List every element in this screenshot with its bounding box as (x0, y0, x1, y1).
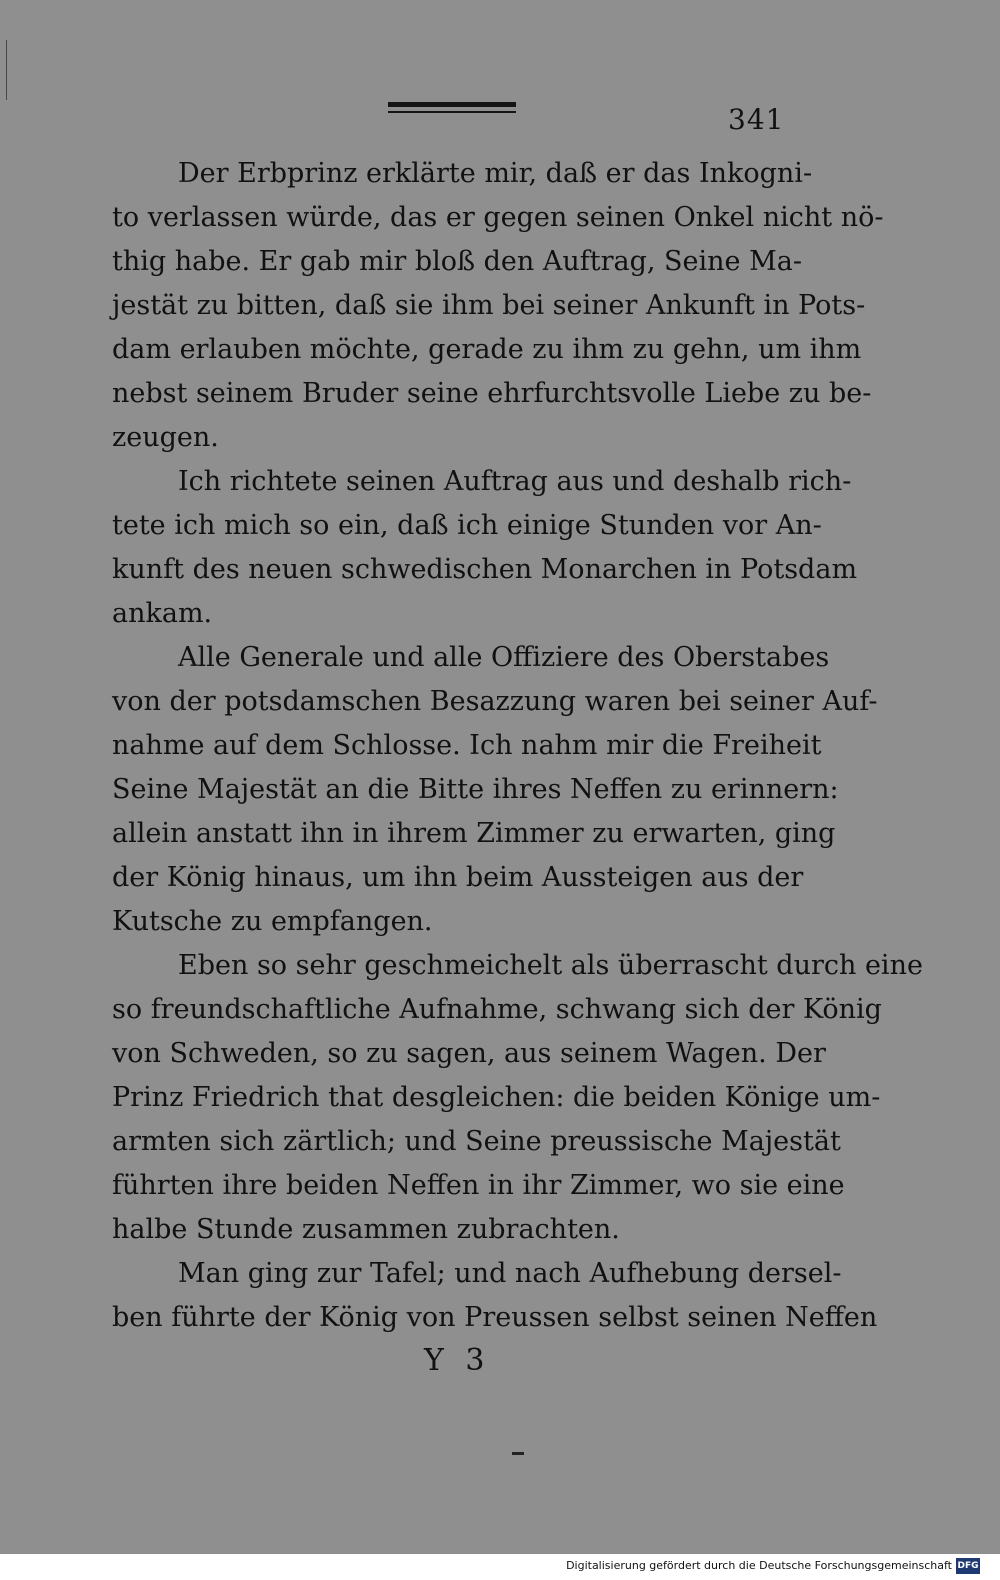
text-line: armten sich zärtlich; und Seine preussische Majestät (112, 1126, 841, 1157)
header-rule-thin (388, 111, 516, 113)
text-line: der König hinaus, um ihn beim Aussteigen aus der (112, 862, 804, 893)
text-line: von der potsdamschen Besazzung waren bei seiner Auf- (112, 686, 878, 717)
text-line: Man ging zur Tafel; und nach Aufhebung dersel- (178, 1258, 842, 1289)
text-line: Prinz Friedrich that desgleichen: die beiden Könige um- (112, 1082, 881, 1113)
text-line: Seine Majestät an die Bitte ihres Neffen zu erinnern: (112, 774, 839, 805)
text-line: ankam. (112, 598, 213, 629)
text-line: Eben so sehr geschmeichelt als überrascht durch eine (178, 950, 923, 981)
text-line: ben führte der König von Preussen selbst seinen Neffen (112, 1302, 878, 1333)
text-line: zeugen. (112, 422, 219, 453)
text-line: to verlassen würde, das er gegen seinen Onkel nicht nö- (112, 202, 884, 233)
text-line: jestät zu bitten, daß sie ihm bei seiner Ankunft in Pots- (112, 290, 866, 321)
text-line: tete ich mich so ein, daß ich einige Stunden vor An- (112, 510, 822, 541)
text-line: von Schweden, so zu sagen, aus seinem Wagen. Der (112, 1038, 826, 1069)
text-line: Ich richtete seinen Auftrag aus und deshalb rich- (178, 466, 852, 497)
scan-edge-mark (6, 40, 7, 100)
header-rule (388, 102, 516, 107)
signature-mark: Y 3 (424, 1343, 491, 1378)
text-line: Kutsche zu empfangen. (112, 906, 433, 937)
page-number: 341 (728, 103, 785, 136)
text-line: nahme auf dem Schlosse. Ich nahm mir die Freiheit (112, 730, 822, 761)
text-line: dam erlauben möchte, gerade zu ihm zu gehn, um ihm (112, 334, 862, 365)
text-line: halbe Stunde zusammen zubrachten. (112, 1214, 620, 1245)
footer-credit: Digitalisierung gefördert durch die Deutsche Forschungsgemeinschaft (566, 1559, 952, 1572)
text-line: Alle Generale und alle Offiziere des Oberstabes (178, 642, 830, 673)
text-line: nebst seinem Bruder seine ehrfurchtsvolle Liebe zu be- (112, 378, 872, 409)
text-line: so freundschaftliche Aufnahme, schwang sich der König (112, 994, 882, 1025)
bottom-dash (512, 1452, 524, 1455)
text-line: allein anstatt ihn in ihrem Zimmer zu erwarten, ging (112, 818, 836, 849)
text-line: führten ihre beiden Neffen in ihr Zimmer, wo sie eine (112, 1170, 845, 1201)
text-line: thig habe. Er gab mir bloß den Auftrag, Seine Ma- (112, 246, 802, 277)
text-line: Der Erbprinz erklärte mir, daß er das Inkogni- (178, 158, 813, 189)
dfg-logo-icon: DFG (956, 1558, 980, 1574)
text-line: kunft des neuen schwedischen Monarchen in Potsdam (112, 554, 858, 585)
